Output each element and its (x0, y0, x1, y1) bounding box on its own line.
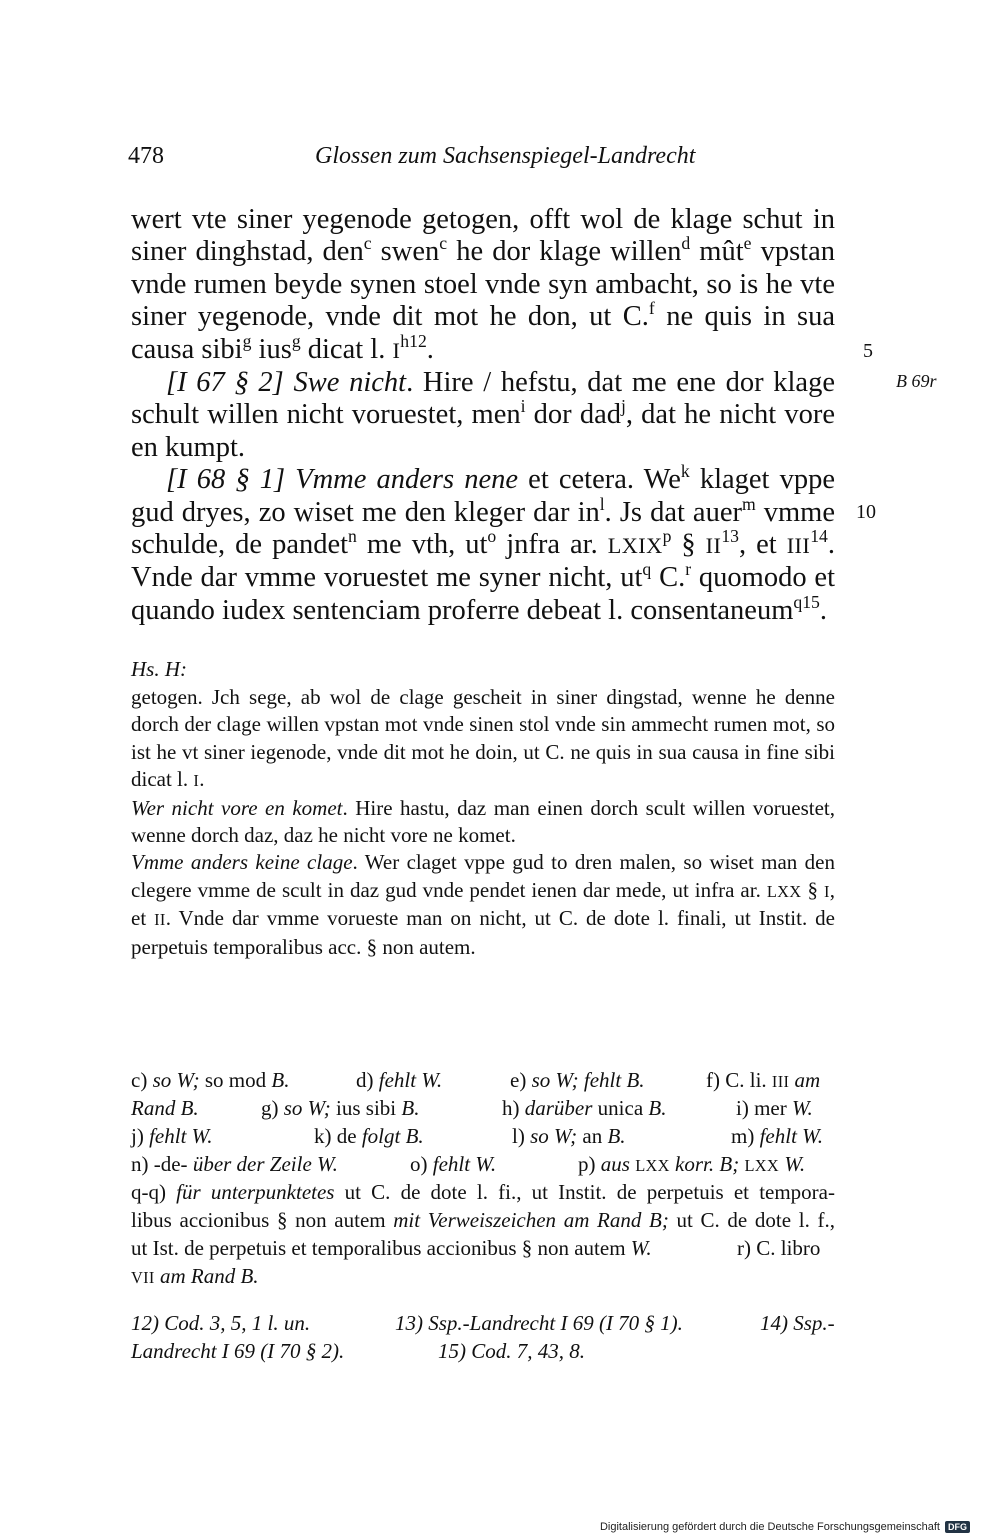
main-text (131, 204, 835, 627)
note-f: f) C. li. III am (706, 1068, 821, 1092)
apparatus-line (131, 1150, 835, 1178)
note-n: n) -de- über der Zeile W. (131, 1152, 338, 1176)
note-14-cont: Landrecht I 69 (I 70 § 2). (131, 1339, 345, 1363)
note-d: d) fehlt W. (356, 1068, 443, 1092)
hs-paragraph-2: Wer nicht vore en komet. Hire hastu, daz man einen dorch scult willen voruestet, wenne dorch daz, daz he nicht vore ne komet. (131, 795, 835, 848)
dfg-logo: DFG (945, 1521, 970, 1533)
paragraph-2: [I 67 § 2] Swe nicht. Hire / hefstu, dat me ene dor klage schult willen nicht voruestet, men$^i$ dor dad$^j$, dat he nicht vore en kumpt. (131, 367, 835, 463)
note-r-cont: VII am Rand B. (131, 1264, 259, 1288)
apparatus-line (131, 1262, 835, 1290)
note-q-line-1: q-q) für unterpunktetes ut C. de dote l. fi., ut Instit. de perpetuis et tempora- (131, 1180, 835, 1204)
note-g: g) so W; ius sibi B. (261, 1096, 420, 1120)
note-i: i) mer W. (736, 1096, 813, 1120)
notes-line (131, 1309, 835, 1337)
hs-paragraph-1: getogen. Jch sege, ab wol de clage gescheit in siner dingstad, wenne he denne dorch der clage willen vpstan mot vnde sinen stol vnde sin ammecht rumen mot, so ist he vt siner iegenode, vnde dit mot he doin, ut C. ne quis in sua causa in fine sibi dicat l. I. (131, 685, 835, 792)
hs-paragraph-3: Vmme anders keine clage. Wer claget vppe gud to dren malen, so wiset man den clegere vmme de scult in daz gud vnde pendet ienen dar mede, ut infra ar. LXX § I, et II. Vnde dar vmme vorueste man on nicht, ut C. de dote l. finali, ut Instit. de perpetuis temporalibus acc. § non autem. (131, 850, 836, 959)
note-p: p) aus LXX korr. B; LXX W. (578, 1152, 806, 1176)
note-c: c) so W; so mod B. (131, 1068, 290, 1092)
paragraph-1: wert vte siner yegenode getogen, offt wol de klage schut in siner dinghstad, den$^c$ swen$^c$ he dor klage willen$^d$ mût$^e$ vpstan vnde rumen beyde synen stoel vnde syn ambacht, so is he vte siner yegenode, vnde dit mot he don, ut C.$^f$ ne quis in sua causa sibi$^g$ ius$^g$ dicat l. $I^{h12}$. (131, 204, 836, 365)
paragraph-3: [I 68 § 1] Vmme anders nene et cetera. We$^k$ klaget vppe gud dryes, zo wiset me den kleger dar $in^l$. Js dat auer$^m$ vmme schulde, de pandet$^n$ me vth, $ut^o$ jnfra ar. LXIX$^p$ § II$^{13}$, et III$^{14}$. Vnde dar vmme voruestet me syner nicht, $ut^q$ C.$^r$ quomodo et quando iudex sentenciam proferre debeat l. consentaneum$^{q15}$. (131, 461, 835, 626)
note-q-line-2: libus accionibus § non autem mit Verweiszeichen am Rand B; ut C. de dote l. f., (131, 1208, 835, 1232)
critical-apparatus (131, 1066, 835, 1290)
line-number-10: 10 (856, 501, 876, 523)
hs-label: Hs. H: (131, 657, 187, 681)
running-title: Glossen zum Sachsenspiegel-Landrecht (315, 143, 696, 169)
page-number: 478 (128, 143, 164, 169)
digitization-credit: Digitalisierung gefördert durch die Deutsche Forschungsgemeinschaft DFG (600, 1521, 970, 1533)
note-12: 12) Cod. 3, 5, 1 l. un. (131, 1311, 311, 1335)
apparatus-line (131, 1234, 835, 1262)
note-j: j) fehlt W. (131, 1124, 213, 1148)
source-notes (131, 1309, 835, 1365)
apparatus-line (131, 1066, 835, 1094)
note-q-line-3: ut Ist. de perpetuis et temporalibus accionibus § non autem W. (131, 1236, 652, 1260)
note-14: 14) Ssp.- (760, 1311, 835, 1335)
line-number-5: 5 (863, 340, 873, 362)
note-k: k) de folgt B. (314, 1124, 424, 1148)
note-15: 15) Cod. 7, 43, 8. (438, 1339, 585, 1363)
apparatus-line (131, 1094, 835, 1122)
note-13: 13) Ssp.-Landrecht I 69 (I 70 § 1). (395, 1311, 683, 1335)
notes-line (131, 1337, 835, 1365)
note-m: m) fehlt W. (731, 1124, 823, 1148)
apparatus-line (131, 1122, 835, 1150)
note-l: l) so W; an B. (512, 1124, 626, 1148)
manuscript-siglum: B 69r (896, 371, 937, 391)
note-f-cont: Rand B. (131, 1096, 199, 1120)
note-e: e) so W; fehlt B. (510, 1068, 645, 1092)
note-h: h) darüber unica B. (502, 1096, 667, 1120)
note-r: r) C. libro (737, 1236, 821, 1260)
note-o: o) fehlt W. (410, 1152, 497, 1176)
hs-text (131, 684, 835, 961)
